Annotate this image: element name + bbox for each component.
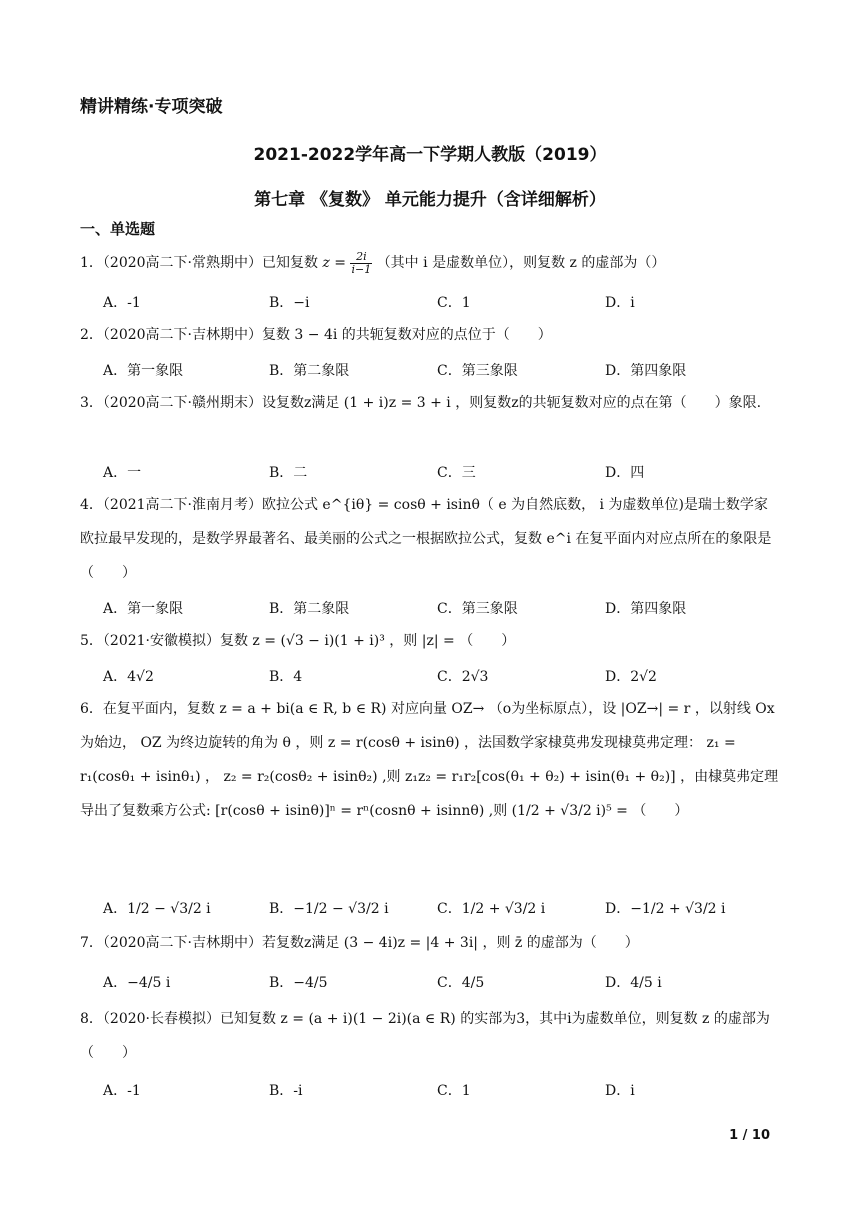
question-1-stem-suffix: （其中 i 是虚数单位），则复数 z 的虚部为（） [376, 255, 666, 271]
document-title-line1: 2021-2022学年高一下学期人教版（2019） [253, 145, 607, 165]
option-a: A．−4/5 i [103, 975, 171, 991]
option-b: B．4 [269, 669, 303, 685]
option-b: B．-i [269, 1083, 303, 1099]
option-d: D．四 [605, 465, 645, 481]
question-6: 6．在复平面内，复数 z = a + bi(a ∈ R, b ∈ R) 对应向量 OZ→ （o为坐标原点），设 |OZ→| = r ，以射线 Ox 为始边， OZ 为终边旋转的角为 θ ，则 z = r(cosθ + isinθ) ，法国数学家棣莫弗发现棣莫弗定理： z₁ = r₁(cosθ₁ + isinθ₁) ， z₂ = r₂(cosθ₂ + isinθ₂) ,则 z₁z₂ = r₁r₂[cos(θ₁ + θ₂) + isin(θ₁ + θ₂)] ，由棣莫弗定理导出了复数乘方公式: [r(cosθ + isinθ)]ⁿ = rⁿ(cosnθ + isinnθ) ,则 (1/2 + √3/2 i)⁵ = （ ） [80, 701, 779, 819]
option-b: B．−i [269, 295, 310, 311]
section-heading: 一、单选题 [80, 220, 156, 238]
question-4-options [103, 598, 763, 622]
option-a: A．一 [103, 465, 142, 481]
series-header: 精讲精练·专项突破 [80, 97, 223, 117]
option-d: D．−1/2 + √3/2 i [605, 901, 726, 917]
question-5-options [103, 666, 763, 690]
question-7-options [103, 972, 763, 996]
option-c: C．1/2 + √3/2 i [437, 901, 546, 917]
option-b: B．第二象限 [269, 601, 350, 617]
option-d: D．2√2 [605, 669, 657, 685]
option-c: C．1 [437, 1083, 471, 1099]
option-a: A．第一象限 [103, 363, 184, 379]
option-c: C．第三象限 [437, 601, 518, 617]
question-8-options [103, 1080, 763, 1104]
option-b: B．−4/5 [269, 975, 328, 991]
question-1-formula: z = $\frac{2i}{i-1}$ [322, 249, 372, 276]
question-2-options [103, 360, 763, 384]
option-c: C．2√3 [437, 669, 489, 685]
option-d: D．第四象限 [605, 363, 687, 379]
option-a: A．第一象限 [103, 601, 184, 617]
option-d: D．i [605, 295, 635, 311]
question-7: 7．（2020高二下·吉林期中）若复数z满足 (3 − 4i)z = |4 + 3i| ，则 z̄ 的虚部为（ ） [80, 935, 639, 951]
question-6-options [103, 898, 763, 922]
option-b: B．二 [269, 465, 308, 481]
question-2: 2．（2020高二下·吉林期中）复数 3 − 4i 的共轭复数对应的点位于（ ） [80, 327, 552, 343]
option-a: A．-1 [103, 1083, 141, 1099]
option-c: C．1 [437, 295, 471, 311]
question-4: 4．（2021高二下·淮南月考）欧拉公式 e^{iθ} = cosθ + isinθ（ e 为自然底数， i 为虚数单位)是瑞士数学家欧拉最早发现的，是数学界最著名、最美丽的公式之一根据欧拉公式，复数 e^i 在复平面内对应点所在的象限是（ ） [80, 497, 772, 581]
question-1-options [103, 292, 763, 316]
document-title-line2: 第七章 《复数》 单元能力提升（含详细解析） [254, 190, 606, 210]
question-3: 3．（2020高二下·赣州期末）设复数z满足 (1 + i)z = 3 + i ，则复数z的共轭复数对应的点在第（ ）象限. [80, 395, 762, 411]
question-3-options [103, 462, 763, 486]
option-b: B．第二象限 [269, 363, 350, 379]
question-8: 8．（2020·长春模拟）已知复数 z = (a + i)(1 − 2i)(a ∈ R) 的实部为3，其中i为虚数单位，则复数 z 的虚部为（ ） [80, 1011, 770, 1061]
option-a: A．-1 [103, 295, 141, 311]
option-c: C．第三象限 [437, 363, 518, 379]
option-b: B．−1/2 − √3/2 i [269, 901, 389, 917]
question-5: 5．（2021·安徽模拟）复数 z = (√3 − i)(1 + i)³ ，则 |z| = （ ） [80, 633, 516, 649]
option-c: C．4/5 [437, 975, 485, 991]
option-c: C．三 [437, 465, 476, 481]
option-d: D．4/5 i [605, 975, 662, 991]
option-d: D．第四象限 [605, 601, 687, 617]
question-1-stem-prefix: 1．（2020高二下·常熟期中）已知复数 [80, 255, 318, 271]
option-a: A．4√2 [103, 669, 154, 685]
question-1 [80, 246, 780, 280]
option-a: A．1/2 − √3/2 i [103, 901, 211, 917]
page-number: 1 / 10 [729, 1128, 770, 1143]
option-d: D．i [605, 1083, 635, 1099]
